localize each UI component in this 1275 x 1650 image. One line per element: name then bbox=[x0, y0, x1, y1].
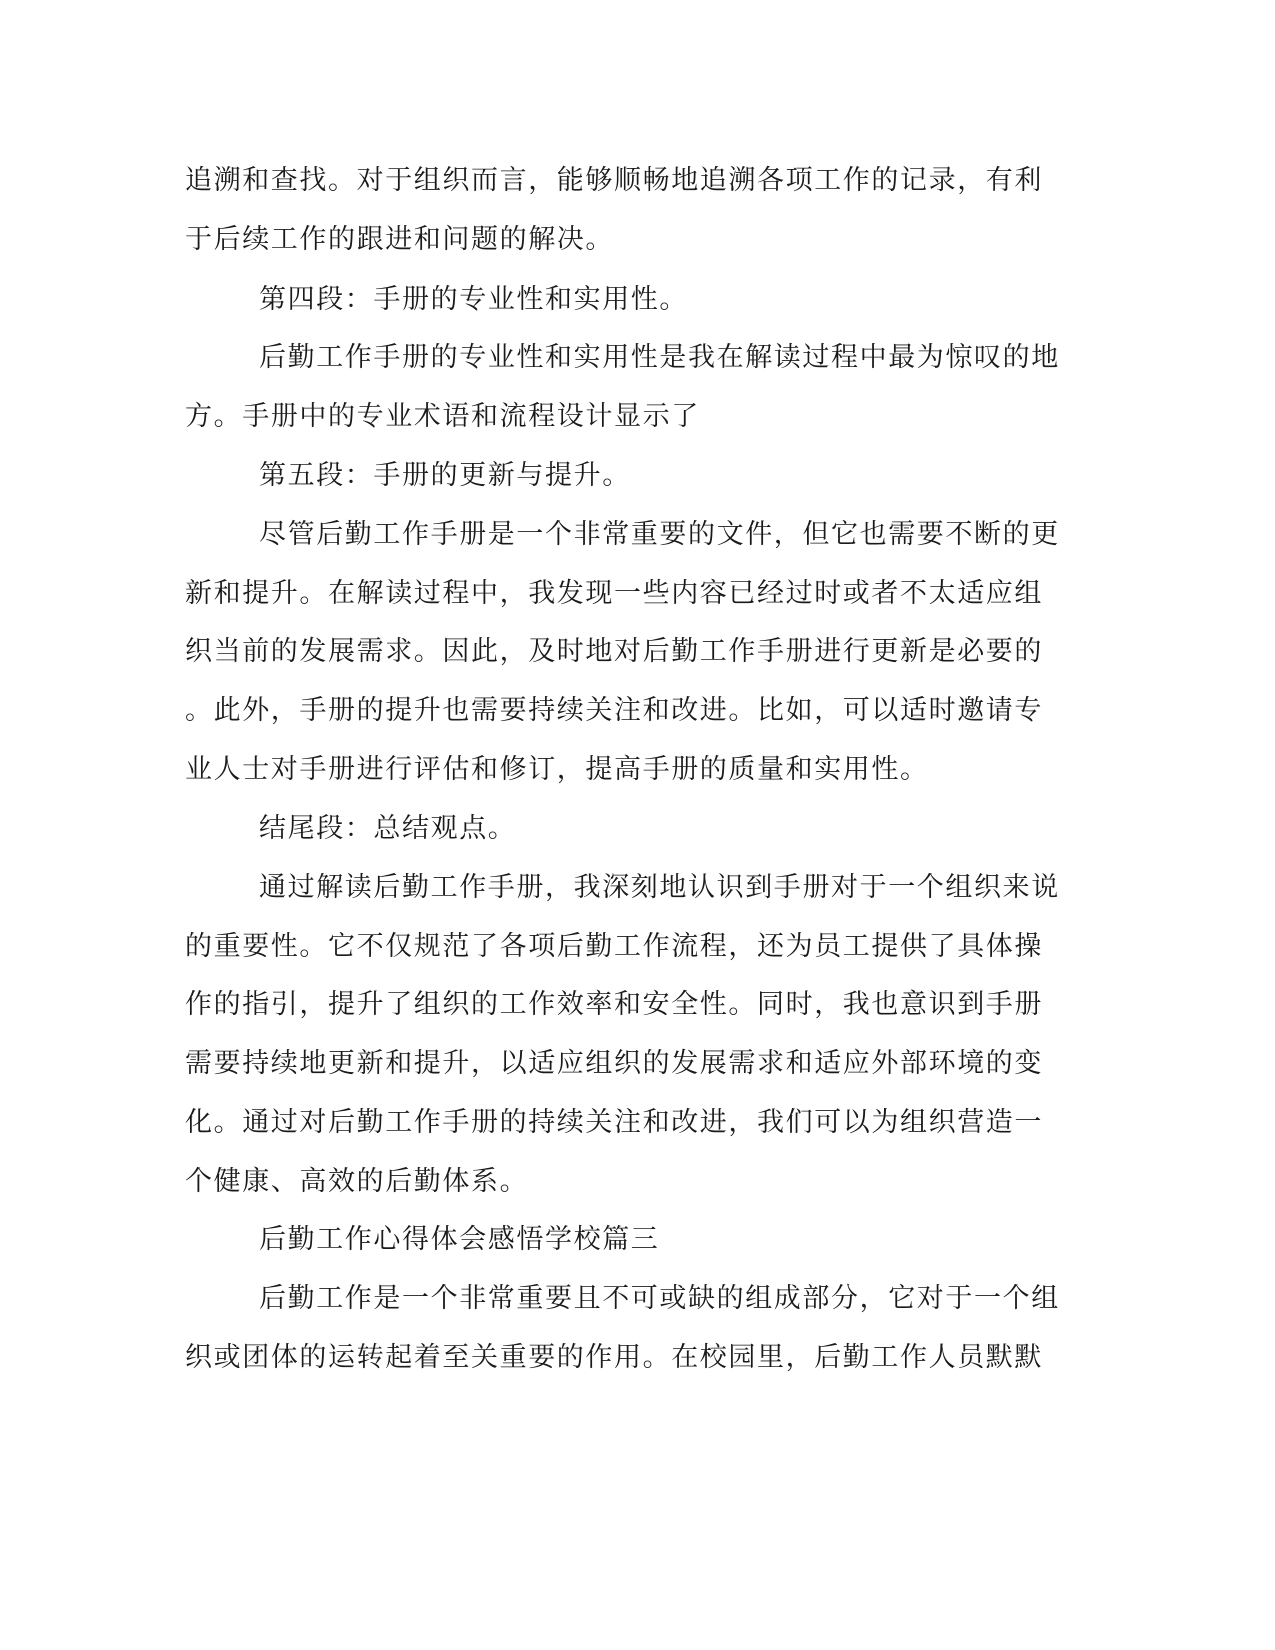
text-line: 作的指引，提升了组织的工作效率和安全性。同时，我也意识到手册 bbox=[185, 989, 1043, 1020]
text-line: 业人士对手册进行评估和修订，提高手册的质量和实用性。 bbox=[185, 754, 929, 785]
text-line: 个健康、高效的后勤体系。 bbox=[185, 1166, 529, 1197]
text-line: 后勤工作是一个非常重要且不可或缺的组成部分，它对于一个组 bbox=[259, 1283, 1060, 1314]
text-line: 织当前的发展需求。因此，及时地对后勤工作手册进行更新是必要的 bbox=[185, 636, 1043, 667]
text-line: 的重要性。它不仅规范了各项后勤工作流程，还为员工提供了具体操 bbox=[185, 931, 1043, 962]
text-line: 需要持续地更新和提升，以适应组织的发展需求和适应外部环境的变 bbox=[185, 1048, 1043, 1079]
text-line: 化。通过对后勤工作手册的持续关注和改进，我们可以为组织营造一 bbox=[185, 1107, 1043, 1138]
text-line: 。此外，手册的提升也需要持续关注和改进。比如，可以适时邀请专 bbox=[185, 695, 1043, 726]
section-heading: 后勤工作心得体会感悟学校篇三 bbox=[259, 1224, 660, 1255]
section-heading: 结尾段：总结观点。 bbox=[259, 813, 517, 844]
text-line: 新和提升。在解读过程中，我发现一些内容已经过时或者不太适应组 bbox=[185, 578, 1043, 609]
text-line: 追溯和查找。对于组织而言，能够顺畅地追溯各项工作的记录，有利 bbox=[185, 165, 1043, 196]
text-line: 于后续工作的跟进和问题的解决。 bbox=[185, 224, 614, 255]
section-heading: 第五段：手册的更新与提升。 bbox=[259, 460, 631, 491]
text-line: 通过解读后勤工作手册，我深刻地认识到手册对于一个组织来说 bbox=[259, 872, 1060, 903]
text-line: 后勤工作手册的专业性和实用性是我在解读过程中最为惊叹的地 bbox=[259, 342, 1060, 373]
text-line: 方。手册中的专业术语和流程设计显示了 bbox=[185, 401, 700, 432]
text-line: 尽管后勤工作手册是一个非常重要的文件，但它也需要不断的更 bbox=[259, 519, 1060, 550]
text-line: 织或团体的运转起着至关重要的作用。在校园里，后勤工作人员默默 bbox=[185, 1342, 1043, 1373]
section-heading: 第四段：手册的专业性和实用性。 bbox=[259, 284, 688, 315]
